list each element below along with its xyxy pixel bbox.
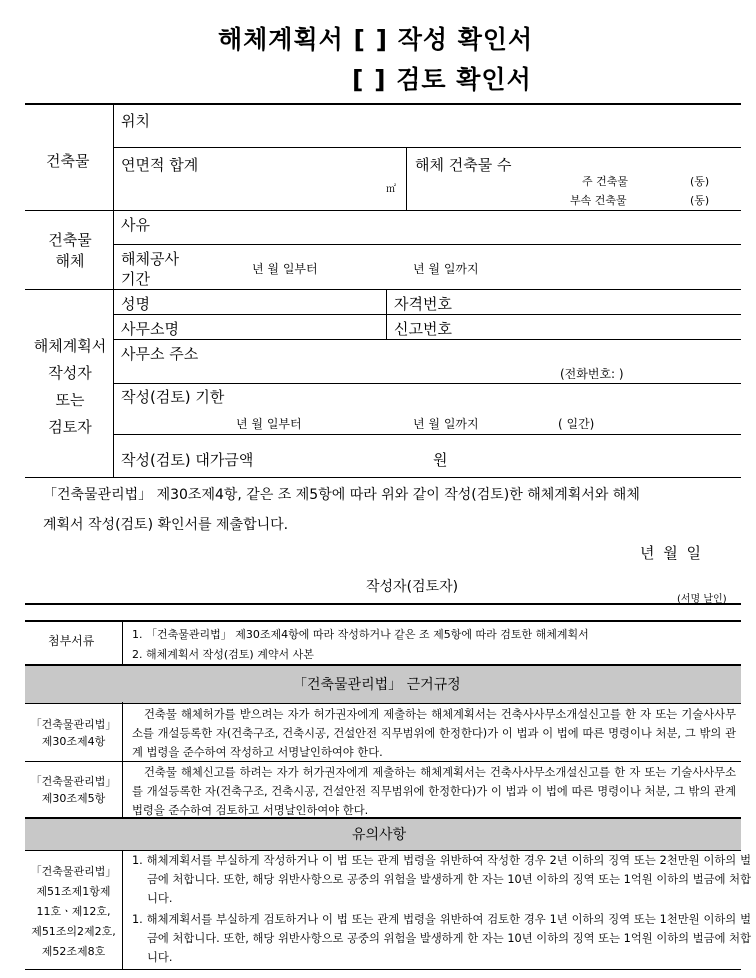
notes-item-2: 1. 해체계획서를 부실하게 검토하거나 이 법 또는 관계 법령을 위반하여 검토한 경우 1년 이하의 징역 또는 1천만원 이하의 벌금에 처합니다. 또한, 해당 위반사항으로 공중의 위험을 발생하게 한 자는 10년 이하의 징역 또는 1억원 이하의 벌금에 처합니다. [132, 913, 751, 964]
deadline-from: 년 월 일부터 [236, 417, 302, 431]
deadline-to: 년 월 일까지 [413, 417, 479, 431]
legal-basis-header: 「건축물관리법」 근거규정 [293, 677, 461, 693]
building-section-label: 건축물 [46, 152, 90, 170]
legal-row-1-text: 건축물 해체허가를 받으려는 자가 허가권자에게 제출하는 해체계획서는 건축사사무소개설신고를 한 자 또는 기술사사무소를 개설등록한 자(건축구조, 건축시공, 건설안전 직무범위에 한정한다)가 이 법과 이 법에 따른 명령이나 처분, 그 밖의 관계 법령을 준수하여 작성하고 서명날인하여야 한다. [132, 708, 736, 759]
signature-note: (서명 날인) [677, 594, 727, 605]
submission-date: 년 월 일 [640, 544, 702, 562]
notes-item-1: 1. 해체계획서를 부실하게 작성하거나 이 법 또는 관계 법령을 위반하여 작성한 경우 2년 이하의 징역 또는 2천만원 이하의 벌금에 처합니다. 또한, 해당 위반사항으로 공중의 위험을 발생하게 한 자는 10년 이하의 징역 또는 1억원 이하의 벌금에 처합니다. [132, 854, 751, 905]
statement-line-1: 「건축물관리법」 제30조제4항, 같은 조 제5항에 따라 위와 같이 작성(검토)한 해체계획서와 해체 [43, 487, 640, 503]
location-label: 위치 [121, 112, 150, 130]
notes-header: 유의사항 [352, 827, 407, 843]
annex-building-unit: (동) [690, 194, 710, 207]
office-name-label: 사무소명 [121, 320, 179, 338]
area-unit: ㎡ [386, 184, 396, 195]
deadline-label: 작성(검토) 기한 [121, 388, 225, 406]
legal-row-2-text: 건축물 해체신고를 하려는 자가 허가권자에게 제출하는 해체계획서는 건축사사무소개설신고를 한 자 또는 기술사사무소를 개설등록한 자(건축구조, 건축시공, 건설안전 직무범위에 한정한다)가 이 법과 이 법에 따른 명령이나 처분, 그 밖의 관계 법령을 준수하여 검토하고 서명날인하여야 한다. [132, 766, 736, 817]
deadline-days: ( 일간) [558, 417, 595, 431]
reason-label: 사유 [121, 216, 150, 234]
fee-unit: 원 [433, 451, 448, 469]
area-label: 연면적 합계 [121, 156, 199, 174]
signer-label: 작성자(검토자) [366, 579, 459, 595]
top-border [25, 103, 741, 105]
office-address-label: 사무소 주소 [121, 345, 199, 363]
phone-label: (전화번호: ) [560, 367, 624, 381]
label-column-divider [113, 104, 114, 477]
name-label: 성명 [121, 295, 150, 313]
author-section-label: 해체계획서 작성자 또는 검토자 [33, 337, 107, 436]
title-line-1: 해체계획서 [ ] 작성 확인서 [218, 25, 534, 54]
attachment-item-1: 1. 「건축물관리법」 제30조제4항에 따라 작성하거나 같은 조 제5항에 따라 검토한 해체계획서 [132, 628, 589, 641]
main-building-unit: (동) [690, 175, 710, 188]
period-label: 해체공사 기간 [121, 250, 179, 288]
attachment-item-2: 2. 해체계획서 작성(검토) 계약서 사본 [132, 648, 314, 661]
notes-ref: 「건축물관리법」 제51조제1항제 11호ㆍ제12호, 제51조의2제2호, 제52조제8호 [30, 865, 117, 958]
demolition-section-label: 건축물 해체 [48, 231, 92, 270]
period-from: 년 월 일부터 [252, 262, 318, 276]
annex-building-label: 부속 건축물 [570, 194, 627, 207]
title-line-2: [ ] 검토 확인서 [352, 65, 532, 94]
qualification-label: 자격번호 [394, 295, 452, 313]
fee-label: 작성(검토) 대가금액 [121, 451, 254, 469]
legal-row-1-ref: 「건축물관리법」 제30조제4항 [30, 718, 117, 748]
main-building-label: 주 건축물 [582, 175, 629, 188]
demolish-count-label: 해체 건축물 수 [415, 156, 512, 174]
legal-row-2-ref: 「건축물관리법」 제30조제5항 [30, 775, 117, 805]
period-to: 년 월 일까지 [413, 262, 479, 276]
report-number-label: 신고번호 [394, 320, 452, 338]
attachments-label: 첨부서류 [48, 634, 95, 648]
statement-line-2: 계획서 작성(검토) 확인서를 제출합니다. [43, 517, 289, 533]
